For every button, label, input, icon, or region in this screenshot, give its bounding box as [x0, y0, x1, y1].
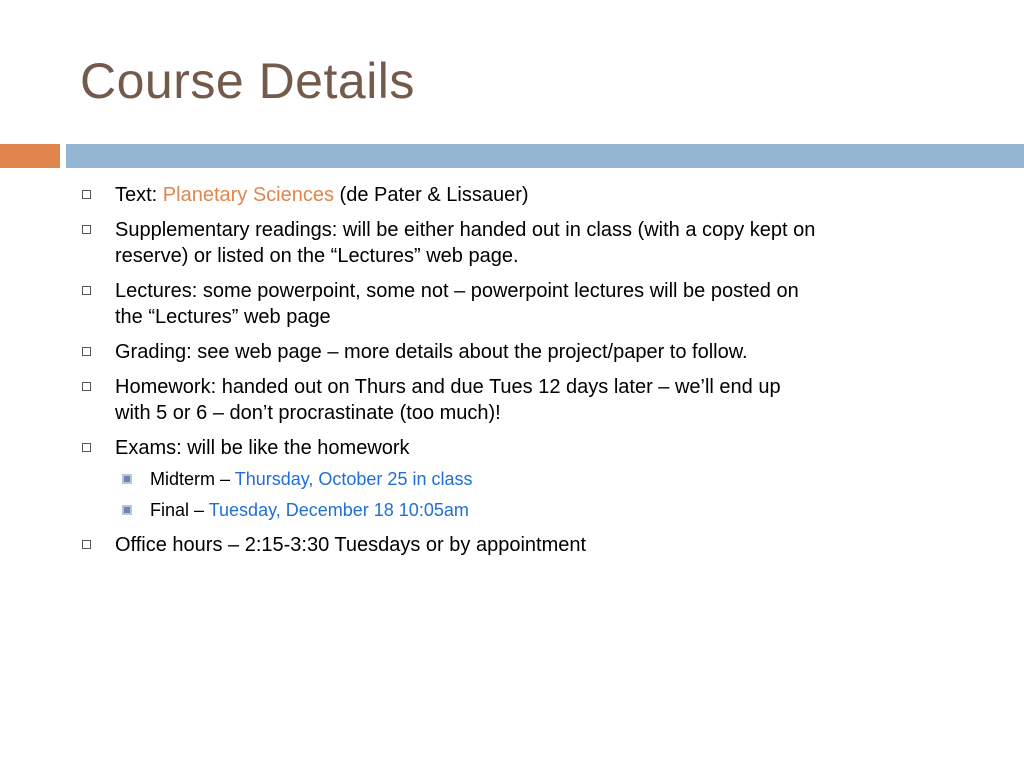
- bullet-office-hours: [80, 532, 1000, 558]
- lectures-line-1: Lectures: some powerpoint, some not – powerpoint lectures will be posted on: [115, 280, 799, 302]
- textbook-authors: (de Pater & Lissauer): [334, 184, 529, 206]
- subbullet-final: [80, 498, 1000, 522]
- hollow-square-bullet-icon: [82, 443, 91, 452]
- textbook-title: Planetary Sciences: [162, 184, 334, 206]
- homework-line-1: Homework: handed out on Thurs and due Tues 12 days later – we’ll end up: [115, 376, 781, 398]
- bullet-supplementary: [80, 217, 1000, 269]
- filled-square-bullet-icon: [122, 474, 132, 484]
- office-hours-text: Office hours – 2:15-3:30 Tuesdays or by appointment: [115, 534, 587, 556]
- hollow-square-bullet-icon: [82, 382, 91, 391]
- bullet-textbook: [80, 182, 1000, 208]
- hollow-square-bullet-icon: [82, 347, 91, 356]
- final-date: Tuesday, December 18 10:05am: [208, 500, 469, 520]
- bullet-exams: [80, 435, 1000, 461]
- bullet-homework: [80, 374, 1000, 426]
- bullet-lectures: [80, 278, 1000, 330]
- hollow-square-bullet-icon: [82, 540, 91, 549]
- slide-content: [80, 182, 1000, 567]
- supplementary-line-1: Supplementary readings: will be either handed out in class (with a copy kept on: [115, 219, 816, 241]
- midterm-label: Midterm –: [150, 469, 235, 489]
- bullet-grading: [80, 339, 1000, 365]
- slide-title: Course Details: [80, 53, 415, 109]
- filled-square-bullet-icon: [122, 505, 132, 515]
- hollow-square-bullet-icon: [82, 190, 91, 199]
- accent-bar-blue: [66, 144, 1024, 168]
- midterm-date: Thursday, October 25 in class: [234, 469, 473, 489]
- subbullet-midterm: [80, 467, 1000, 491]
- hollow-square-bullet-icon: [82, 225, 91, 234]
- lectures-line-2: the “Lectures” web page: [115, 306, 331, 328]
- homework-line-2: with 5 or 6 – don’t procrastinate (too much)!: [115, 402, 501, 424]
- grading-text: Grading: see web page – more details about the project/paper to follow.: [115, 341, 748, 363]
- final-label: Final –: [150, 500, 209, 520]
- hollow-square-bullet-icon: [82, 286, 91, 295]
- textbook-prefix: Text:: [115, 184, 163, 206]
- accent-bar-orange: [0, 144, 60, 168]
- exams-text: Exams: will be like the homework: [115, 437, 410, 459]
- supplementary-line-2: reserve) or listed on the “Lectures” web page.: [115, 245, 519, 267]
